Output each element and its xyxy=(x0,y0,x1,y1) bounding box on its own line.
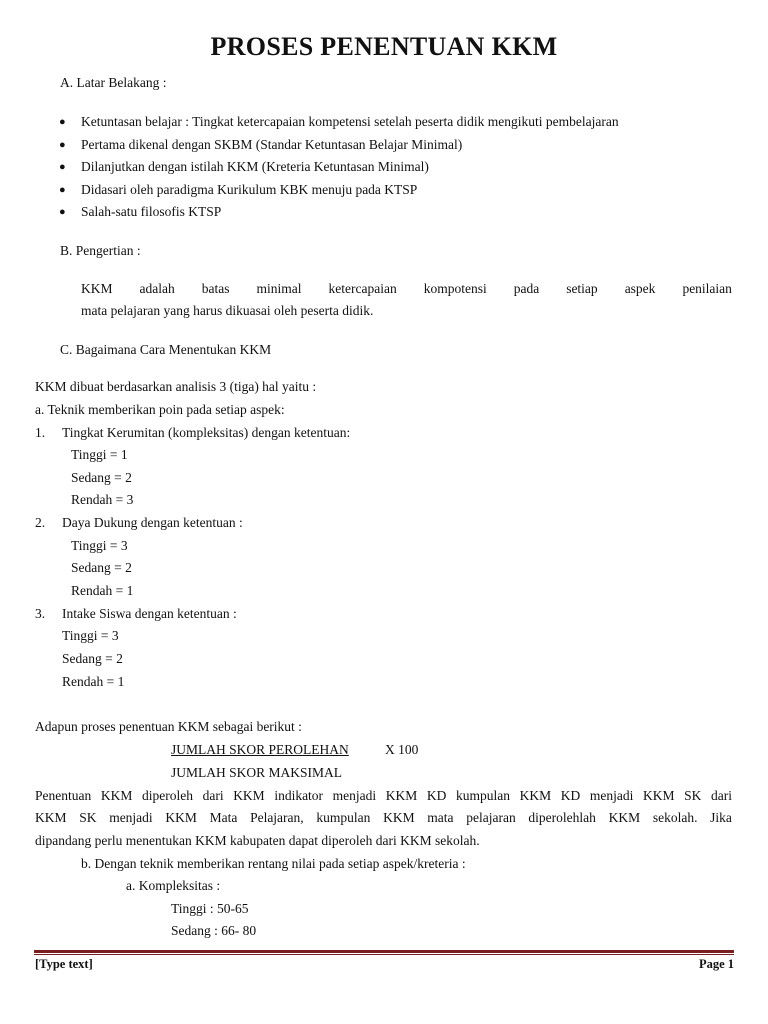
teknik-b-text: b. Dengan teknik memberikan rentang nilai pada setiap aspek/kreteria : xyxy=(81,856,466,871)
list-number: 3. xyxy=(35,606,46,621)
value-line: Tinggi = 3 xyxy=(62,628,119,643)
word: batas xyxy=(201,281,230,296)
intro-text: KKM dibuat berdasarkan analisis 3 (tiga) hal yaitu : xyxy=(35,379,317,394)
word: kompotensi xyxy=(423,281,487,296)
word: SK xyxy=(684,788,702,803)
formula-multiplier: X 100 xyxy=(385,742,419,757)
word: ketercapaian xyxy=(328,281,397,296)
section-c-heading: C. Bagaimana Cara Menentukan KKM xyxy=(60,342,272,357)
word: kumpulan xyxy=(316,810,371,825)
word: KKM xyxy=(81,281,113,296)
word: pelajaran xyxy=(466,810,516,825)
value-line: Rendah = 3 xyxy=(71,492,134,507)
bullet-item: Ketuntasan belajar : Tingkat ketercapaian kompetensi setelah peserta didik mengikuti pembelajaran xyxy=(81,114,619,129)
value-line: Sedang = 2 xyxy=(62,651,123,666)
word: indikator xyxy=(274,788,324,803)
word: dari xyxy=(202,788,224,803)
paragraph-line-1 xyxy=(35,787,732,805)
formula-denominator: JUMLAH SKOR MAKSIMAL xyxy=(171,765,343,780)
list-item: Daya Dukung dengan ketentuan : xyxy=(62,515,243,530)
bullet-dot-icon: ● xyxy=(59,184,66,196)
word: minimal xyxy=(256,281,302,296)
footer-divider xyxy=(34,950,734,953)
document-title: PROSES PENENTUAN KKM xyxy=(210,32,558,61)
word: KKM xyxy=(100,788,133,803)
word: sekolah. xyxy=(652,810,698,825)
bullet-item: Pertama dikenal dengan SKBM (Standar Ketuntasan Belajar Minimal) xyxy=(81,137,463,152)
value-line: Tinggi : 50-65 xyxy=(171,901,249,916)
word: KD xyxy=(426,788,447,803)
value-line: Tinggi = 1 xyxy=(71,447,128,462)
teknik-a-text: a. Teknik memberikan poin pada setiap aspek: xyxy=(35,402,285,417)
word: Pelajaran, xyxy=(250,810,304,825)
word: Jika xyxy=(710,810,732,825)
bullet-dot-icon: ● xyxy=(59,161,66,173)
word: SK xyxy=(79,810,97,825)
word: KKM xyxy=(519,788,552,803)
footer-page-number: Page 1 xyxy=(698,957,734,971)
word: KKM xyxy=(383,810,415,825)
word: Penentuan xyxy=(35,788,92,803)
word: aspek xyxy=(624,281,656,296)
word: KKM xyxy=(642,788,675,803)
value-line: Rendah = 1 xyxy=(71,583,134,598)
list-number: 1. xyxy=(35,425,46,440)
word: setiap xyxy=(566,281,598,296)
formula-numerator: JUMLAH SKOR PEROLEHAN xyxy=(171,742,349,757)
paragraph-line-3: dipandang perlu menentukan KKM kabupaten dapat diperoleh dari KKM sekolah. xyxy=(35,833,480,848)
word: KKM xyxy=(233,788,265,803)
word: menjadi xyxy=(589,788,634,803)
value-line: Rendah = 1 xyxy=(62,674,125,689)
proses-intro: Adapun proses penentuan KKM sebagai berikut : xyxy=(35,719,302,734)
definition-line-2: mata pelajaran yang harus dikuasai oleh peserta didik. xyxy=(81,303,374,318)
word: mata xyxy=(427,810,454,825)
value-line: Sedang = 2 xyxy=(71,470,132,485)
bullet-item: Didasari oleh paradigma Kurikulum KBK menuju pada KTSP xyxy=(81,182,418,197)
word: KKM xyxy=(385,788,418,803)
bullet-item: Dilanjutkan dengan istilah KKM (Kreteria Ketuntasan Minimal) xyxy=(81,159,429,174)
word: KD xyxy=(560,788,581,803)
word: diperoleh xyxy=(141,788,193,803)
word: pada xyxy=(513,281,540,296)
word: KKM xyxy=(35,810,67,825)
value-line: Sedang = 2 xyxy=(71,560,132,575)
word: penilaian xyxy=(682,281,732,296)
word: adalah xyxy=(139,281,175,296)
word: diperolehlah xyxy=(528,810,596,825)
word: menjadi xyxy=(332,788,377,803)
word: Mata xyxy=(209,810,238,825)
section-b-heading: B. Pengertian : xyxy=(60,243,141,258)
value-line: Tinggi = 3 xyxy=(71,538,128,553)
word: KKM xyxy=(165,810,197,825)
word: dari xyxy=(710,788,732,803)
word: menjadi xyxy=(109,810,153,825)
footer-left-text: [Type text] xyxy=(35,957,93,971)
value-line: Sedang : 66- 80 xyxy=(171,923,257,938)
bullet-dot-icon: ● xyxy=(59,139,66,151)
kompleksitas-heading: a. Kompleksitas : xyxy=(126,878,221,893)
word: kumpulan xyxy=(456,788,511,803)
list-item: Tingkat Kerumitan (kompleksitas) dengan ketentuan: xyxy=(62,425,351,440)
bullet-item: Salah-satu filosofis KTSP xyxy=(81,204,222,219)
list-item: Intake Siswa dengan ketentuan : xyxy=(62,606,237,621)
paragraph-line-2 xyxy=(35,809,732,827)
definition-line-1 xyxy=(81,280,732,298)
list-number: 2. xyxy=(35,515,46,530)
footer-divider-thin xyxy=(34,954,734,955)
bullet-dot-icon: ● xyxy=(59,206,66,218)
word: KKM xyxy=(608,810,641,825)
bullet-dot-icon: ● xyxy=(59,116,66,128)
section-a-heading: A. Latar Belakang : xyxy=(60,75,167,90)
